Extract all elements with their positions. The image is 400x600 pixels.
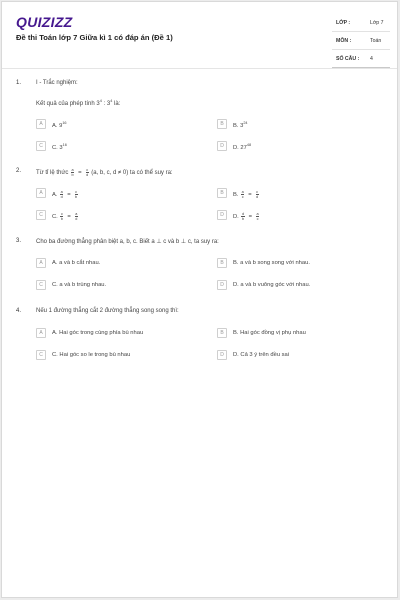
question-number: 3. — [16, 238, 22, 244]
question-text: Cho ba đường thẳng phân biệt a, b, c. Biết a ⊥ c và b ⊥ c, ta suy ra: — [36, 239, 219, 245]
worksheet-page — [1, 1, 398, 598]
quizizz-logo[interactable]: QUIZIZZ — [16, 14, 73, 30]
option-letter-box: D — [217, 210, 227, 220]
option-letter-box: A — [36, 258, 46, 268]
fraction: $\frac{c}{d}$ — [86, 168, 89, 177]
option-letter-box: C — [36, 141, 46, 151]
option-letter-box: D — [217, 350, 227, 360]
question-number: 2. — [16, 168, 22, 174]
document-title: Đề thi Toán lớp 7 Giữa kì 1 có đáp án (Đề 1) — [16, 33, 173, 42]
option-text: D. $27^{48}$ — [233, 143, 252, 151]
fraction: $\frac{a}{b}$ — [71, 168, 74, 177]
option-text: A. a và b cắt nhau. — [52, 260, 101, 266]
meta-label: SỐ CÂU : — [336, 56, 360, 62]
meta-value: 4 — [370, 56, 373, 62]
option-letter-box: B — [217, 258, 227, 268]
option-letter-box: C — [36, 350, 46, 360]
option-letter-box: A — [36, 119, 46, 129]
option-text: A. $9^{16}$ — [52, 121, 67, 129]
question-text: Từ tỉ lệ thức $\frac{a}{b}$ = $\frac{c}{d}$ (a, b, c, d ≠ 0) ta có thể suy ra: — [36, 168, 173, 177]
option-letter-box: B — [217, 188, 227, 198]
question-subtext: Kết quả của phép tính $3^4$ : $3^4$ là: — [36, 99, 121, 107]
option-text: B. Hai góc đồng vị phụ nhau — [233, 330, 306, 336]
option-text: C. $3^{16}$ — [52, 143, 67, 151]
meta-label: MÔN : — [336, 38, 352, 44]
option-text: C. $\frac{c}{b}$ = $\frac{a}{d}$ — [52, 212, 78, 221]
option-text: C. Hai góc so le trong bù nhau — [52, 352, 131, 358]
option-letter-box: A — [36, 328, 46, 338]
question-text: I - Trắc nghiệm: — [36, 80, 78, 86]
meta-table — [332, 14, 390, 68]
question-number: 4. — [16, 308, 22, 314]
option-letter-box: C — [36, 210, 46, 220]
meta-row-subject — [332, 32, 390, 50]
header-divider — [2, 68, 397, 69]
meta-row-question-count — [332, 50, 390, 68]
meta-value: Toán — [370, 38, 382, 44]
option-text: D. $\frac{d}{b}$ = $\frac{a}{c}$ — [233, 212, 259, 221]
meta-label: LỚP : — [336, 20, 351, 26]
option-letter-box: D — [217, 280, 227, 290]
meta-value: Lớp 7 — [370, 20, 384, 26]
option-letter-box: B — [217, 119, 227, 129]
option-text: A. $\frac{a}{d}$ = $\frac{c}{b}$ — [52, 190, 78, 199]
option-text: D. a và b vuông góc với nhau. — [233, 282, 311, 288]
option-letter-box: C — [36, 280, 46, 290]
question-number: 1. — [16, 80, 22, 86]
option-letter-box: A — [36, 188, 46, 198]
meta-row-class — [332, 14, 390, 32]
option-text: B. $\frac{a}{c}$ = $\frac{c}{d}$ — [233, 190, 259, 199]
option-text: B. $3^{24}$ — [233, 121, 248, 129]
option-letter-box: D — [217, 141, 227, 151]
option-text: C. a và b trùng nhau. — [52, 282, 107, 288]
worksheet-header — [2, 2, 397, 68]
option-letter-box: B — [217, 328, 227, 338]
option-text: D. Cả 3 ý trên đều sai — [233, 352, 290, 358]
question-text: Nếu 1 đường thẳng cắt 2 đường thẳng song song thì: — [36, 308, 179, 314]
option-text: A. Hai góc trong cùng phía bù nhau — [52, 330, 144, 336]
option-text: B. a và b song song với nhau. — [233, 260, 310, 266]
